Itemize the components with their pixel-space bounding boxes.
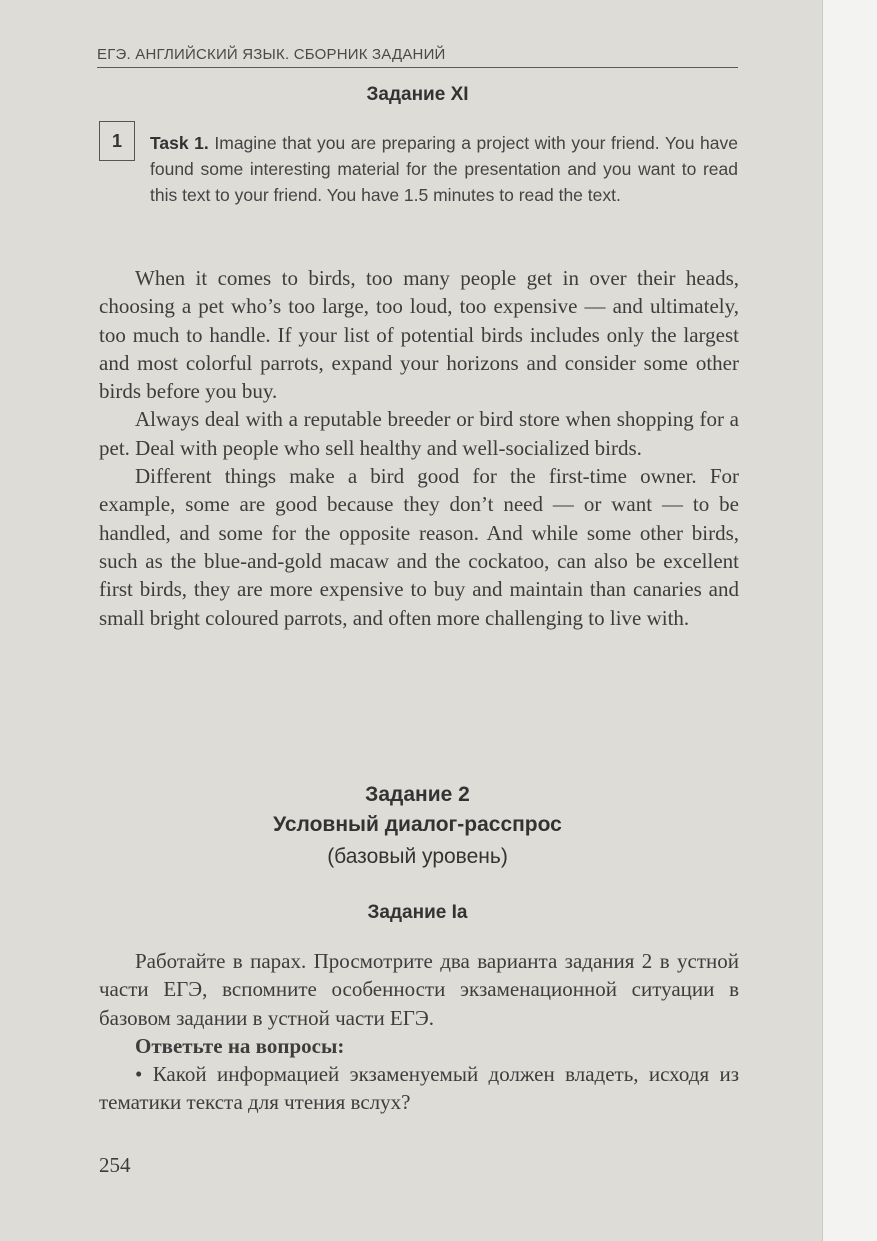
passage-paragraph-2: Always deal with a reputable breeder or bird store when shopping for a pet. Deal with people who sell healthy and well-socialized birds. (99, 407, 739, 460)
reading-passage (99, 264, 739, 632)
task-instruction (150, 130, 738, 208)
section-title-xi: Задание XI (366, 84, 469, 105)
page-number: 254 (99, 1153, 131, 1177)
section-subtitle: Условный диалог-расспрос (273, 813, 562, 836)
running-head: ЕГЭ. АНГЛИЙСКИЙ ЯЗЫК. СБОРНИК ЗАДАНИЙ (97, 46, 738, 68)
russian-instructions (99, 947, 739, 1117)
passage-paragraph-3: Different things make a bird good for the first-time owner. For example, some are good because they don’t need — or want — to be handled, and some for the opposite reason. And while some other birds, such as the blue-and-gold macaw and the cockatoo, can also be excellent first birds, they are more expensive to buy and maintain than canaries and small bright coloured parrots, and often more challenging to live with. (99, 464, 739, 630)
task-number-box: 1 (99, 121, 135, 161)
questions-label: Ответьте на вопросы: (135, 1033, 345, 1058)
section-title-2: Задание 2 (365, 783, 470, 806)
task-text: Imagine that you are preparing a project with your friend. You have found some interesting material for the presentation and you want to read this text to your friend. You have 1.5 minutes to read the text. (150, 133, 738, 205)
task-label: Task 1. (150, 133, 209, 153)
page-edge (822, 0, 877, 1241)
passage-paragraph-1: When it comes to birds, too many people get in over their heads, choosing a pet who’s too large, too loud, too expensive — and ultimately, too much to handle. If your list of potential birds includes only the largest and most colorful parrots, expand your horizons and consider some other birds before you buy. (99, 266, 739, 404)
question-bullet: • Какой информацией экзаменуемый должен владеть, исходя из тематики текста для чтения вслух? (99, 1062, 739, 1115)
section-title-ia: Задание Ia (367, 902, 468, 923)
section-level: (базовый уровень) (327, 845, 508, 868)
ru-paragraph: Работайте в парах. Просмотрите два варианта задания 2 в устной части ЕГЭ, вспомните особенности экзаменационной ситуации в базовом задании в устной части ЕГЭ. (99, 949, 739, 1030)
